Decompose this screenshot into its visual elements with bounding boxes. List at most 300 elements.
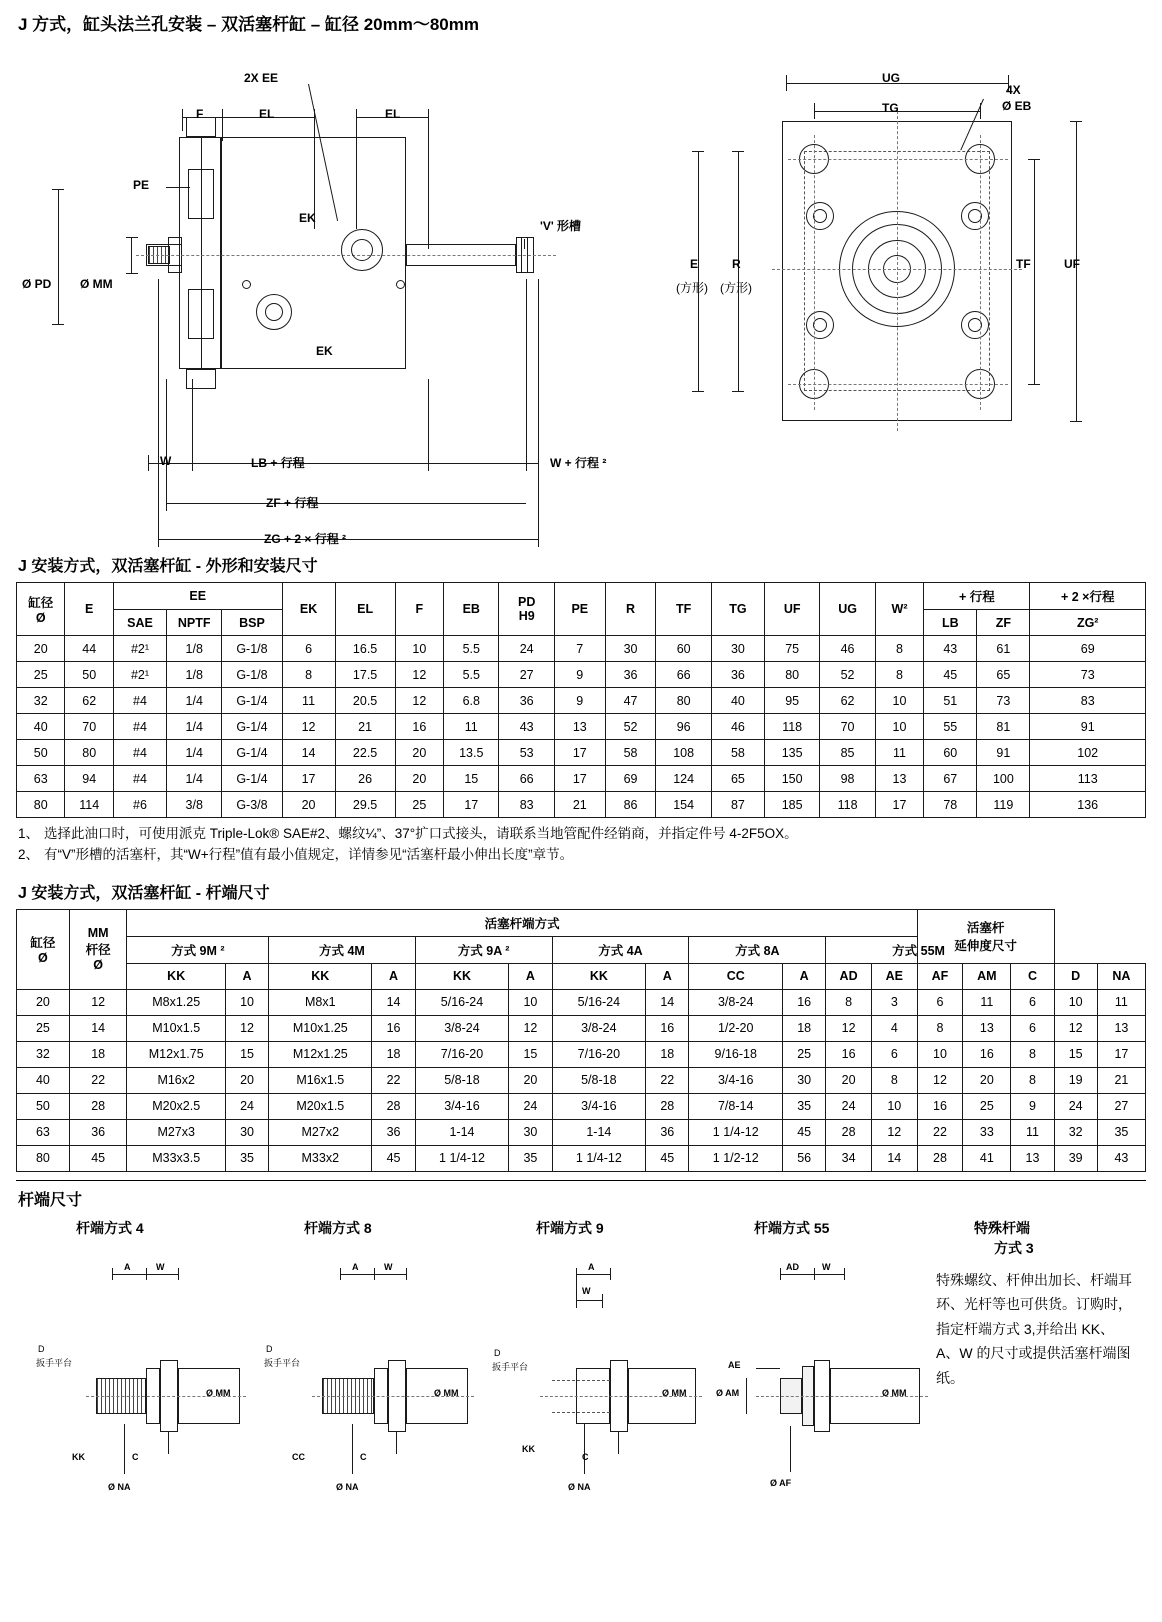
table1-cell-r6-c4: G-3/8 <box>222 792 282 818</box>
table-row <box>17 740 1146 766</box>
table2-body <box>17 989 1146 1171</box>
table1-cell-r5-c9: 66 <box>499 766 554 792</box>
table1-cell-r0-c18: 61 <box>977 636 1030 662</box>
table1-cell-r4-c8: 13.5 <box>444 740 499 766</box>
table1-body <box>17 636 1146 818</box>
th2-kk-2: KK <box>269 963 372 989</box>
fig9-dim-c <box>618 1432 619 1454</box>
table1-cell-r1-c4: G-1/8 <box>222 662 282 688</box>
table1-cell-r3-c16: 10 <box>875 714 923 740</box>
table2-cell-r3-c13: 8 <box>871 1067 917 1093</box>
port-ek-upper-inner <box>351 239 373 261</box>
table1-cell-r1-c8: 5.5 <box>444 662 499 688</box>
table2-cell-r0-c15: 11 <box>963 989 1011 1015</box>
table1-cell-r2-c8: 6.8 <box>444 688 499 714</box>
table1-cell-r4-c0: 50 <box>17 740 65 766</box>
table2-cell-r1-c2: M10x1.5 <box>127 1015 225 1041</box>
th-el: EL <box>335 583 395 636</box>
th2-kk-3: KK <box>415 963 509 989</box>
th-bore-l1: 缸径 <box>28 596 54 610</box>
table1-cell-r0-c12: 60 <box>656 636 711 662</box>
table1-cell-r0-c15: 46 <box>820 636 875 662</box>
table2-cell-r0-c12: 8 <box>826 989 872 1015</box>
table1-cell-r4-c13: 58 <box>711 740 764 766</box>
dim-pe <box>166 187 190 188</box>
label-v-groove: 'V' 形槽 <box>540 219 582 233</box>
th-ek: EK <box>282 583 335 636</box>
table2-cell-r1-c17: 12 <box>1054 1015 1097 1041</box>
table2-cell-r5-c15: 33 <box>963 1119 1011 1145</box>
table2-cell-r5-c13: 12 <box>871 1119 917 1145</box>
table1-cell-r6-c8: 17 <box>444 792 499 818</box>
rodend-title: 杆端尺寸 <box>18 1191 83 1209</box>
table2-cell-r0-c16: 6 <box>1011 989 1054 1015</box>
table2-cell-r1-c7: 12 <box>509 1015 552 1041</box>
label-el-2: EL <box>385 107 401 121</box>
table2-cell-r2-c15: 16 <box>963 1041 1011 1067</box>
table2-cell-r3-c3: 20 <box>225 1067 268 1093</box>
fig55-label-am: Ø AM <box>716 1387 740 1398</box>
fig4-label-na: Ø NA <box>108 1481 131 1492</box>
table2-cell-r1-c11: 18 <box>783 1015 826 1041</box>
dim-tf <box>1034 159 1035 384</box>
table2-cell-r2-c17: 15 <box>1054 1041 1097 1067</box>
table2-cell-r1-c15: 13 <box>963 1015 1011 1041</box>
fig8-label-c: C <box>360 1451 367 1462</box>
table2-cell-r5-c12: 28 <box>826 1119 872 1145</box>
label-uf: UF <box>1064 257 1080 271</box>
table2-cell-r2-c18: 17 <box>1097 1041 1145 1067</box>
footnote-1 <box>18 824 1146 845</box>
table2-cell-r5-c18: 35 <box>1097 1119 1145 1145</box>
table2-cell-r1-c0: 25 <box>17 1015 70 1041</box>
table1-cell-r1-c10: 9 <box>554 662 605 688</box>
table2-cell-r6-c8: 1 1/4-12 <box>552 1145 646 1171</box>
fig55-label-w: W <box>822 1261 831 1272</box>
fig-rod-end-4 <box>36 1256 246 1506</box>
th2-mm-l3: Ø <box>93 958 104 973</box>
table1-cell-r0-c0: 20 <box>17 636 65 662</box>
table2-cell-r3-c14: 12 <box>917 1067 963 1093</box>
table1-title: J 安装方式，双活塞杆缸 - 外形和安装尺寸 <box>18 558 318 575</box>
table2-cell-r5-c3: 30 <box>225 1119 268 1145</box>
table-row <box>17 636 1146 662</box>
th2-bore <box>17 909 70 989</box>
table2-cell-r4-c9: 28 <box>646 1093 689 1119</box>
table1-cell-r3-c8: 11 <box>444 714 499 740</box>
table1-cell-r6-c14: 185 <box>764 792 819 818</box>
table1-cell-r4-c9: 53 <box>499 740 554 766</box>
fig4-label-c: C <box>132 1451 139 1462</box>
table1-cell-r6-c6: 29.5 <box>335 792 395 818</box>
label-el-1: EL <box>259 107 275 121</box>
table2-cell-r3-c9: 22 <box>646 1067 689 1093</box>
table1-cell-r4-c5: 14 <box>282 740 335 766</box>
table1-header-row-1 <box>17 583 1146 610</box>
th-stroke: + 行程 <box>924 583 1030 610</box>
table1-cell-r5-c8: 15 <box>444 766 499 792</box>
table1-cell-r4-c4: G-1/4 <box>222 740 282 766</box>
table1-cell-r2-c12: 80 <box>656 688 711 714</box>
th-r: R <box>605 583 656 636</box>
fig4-label-mm: Ø MM <box>206 1387 231 1398</box>
table1-cell-r3-c12: 96 <box>656 714 711 740</box>
th2-m9m: 方式 9M ² <box>127 936 269 963</box>
table1-cell-r6-c16: 17 <box>875 792 923 818</box>
footnote-2-text: 有“V”形槽的活塞杆，其“W+行程”值有最小值规定，详情参见“活塞杆最小伸出长度”章节。 <box>44 846 574 862</box>
label-mm: Ø MM <box>80 277 113 291</box>
th2-rodend: 活塞杆端方式 <box>127 909 917 936</box>
leader-vgroove <box>524 239 525 249</box>
table1-cell-r6-c17: 78 <box>924 792 977 818</box>
th-pd-l1: PD <box>518 595 536 609</box>
table1-cell-r4-c7: 20 <box>395 740 443 766</box>
table2-cell-r2-c6: 7/16-20 <box>415 1041 509 1067</box>
table1-cell-r5-c3: 1/4 <box>167 766 222 792</box>
fig55-dim-am <box>746 1378 747 1414</box>
table2-cell-r2-c2: M12x1.75 <box>127 1041 225 1067</box>
fig8-label-wrench: 扳手平台 <box>264 1357 301 1368</box>
table1-cell-r1-c17: 45 <box>924 662 977 688</box>
table2-cell-r1-c10: 1/2-20 <box>689 1015 783 1041</box>
fig9-label-w: W <box>582 1285 591 1296</box>
table1-cell-r0-c11: 30 <box>605 636 656 662</box>
table2-cell-r4-c14: 16 <box>917 1093 963 1119</box>
table1-cell-r1-c19: 73 <box>1030 662 1146 688</box>
fig8-dim-a <box>340 1274 374 1275</box>
table2-cell-r1-c9: 16 <box>646 1015 689 1041</box>
rod-end-figures <box>16 1216 1146 1516</box>
table2-cell-r2-c0: 32 <box>17 1041 70 1067</box>
th-bore <box>17 583 65 636</box>
fig55-label-ad: AD <box>786 1261 799 1272</box>
table1-cell-r1-c7: 12 <box>395 662 443 688</box>
table1-cell-r3-c11: 52 <box>605 714 656 740</box>
th2-c: C <box>1011 963 1054 989</box>
th2-ae: AE <box>871 963 917 989</box>
table1-cell-r0-c17: 43 <box>924 636 977 662</box>
label-lb-stroke: LB + 行程 <box>251 456 305 470</box>
table1-cell-r0-c3: 1/8 <box>167 636 222 662</box>
table2-cell-r5-c5: 36 <box>372 1119 415 1145</box>
table1-cell-r6-c13: 87 <box>711 792 764 818</box>
table2-cell-r0-c1: 12 <box>69 989 127 1015</box>
table1-cell-r4-c3: 1/4 <box>167 740 222 766</box>
th-stroke2: + 2 ×行程 <box>1030 583 1146 610</box>
table2-cell-r2-c5: 18 <box>372 1041 415 1067</box>
table2-cell-r3-c12: 20 <box>826 1067 872 1093</box>
footnote-1-text: 选择此油口时，可使用派克 Triple-Lok® SAE#2、螺纹¼”、37°扩口式接头，请联系当地管配件经销商，并指定件号 4-2F5OX。 <box>44 826 798 841</box>
table-row <box>17 1067 1146 1093</box>
fig9-dim-a <box>576 1274 610 1275</box>
table2-cell-r1-c8: 3/8-24 <box>552 1015 646 1041</box>
fig-title-55: 杆端方式 55 <box>754 1219 830 1236</box>
label-zg-stroke: ZG + 2 × 行程 ² <box>264 532 347 546</box>
special-rod-end-text: 特殊螺纹、杆伸出加长、杆端耳环、光杆等也可供货。订购时，指定杆端方式 3,并给出 KK、A、W 的尺寸或提供活塞杆端图纸。 <box>936 1271 1132 1386</box>
fig9-thread-dash-1 <box>552 1380 610 1381</box>
th2-mm <box>69 909 127 989</box>
footnote-2 <box>18 845 1146 866</box>
fig-title-8: 杆端方式 8 <box>304 1219 372 1236</box>
table2-cell-r6-c16: 13 <box>1011 1145 1054 1171</box>
page-root <box>0 10 1162 1622</box>
table2-cell-r0-c0: 20 <box>17 989 70 1015</box>
th-pd <box>499 583 554 636</box>
label-4x: 4X <box>1006 83 1021 97</box>
table2-cell-r6-c14: 28 <box>917 1145 963 1171</box>
table2-cell-r5-c6: 1-14 <box>415 1119 509 1145</box>
table2-cell-r4-c13: 10 <box>871 1093 917 1119</box>
table1-cell-r0-c1: 44 <box>65 636 113 662</box>
th-bore-l2: Ø <box>35 611 46 625</box>
th-sae: SAE <box>113 610 166 636</box>
fig9-label-mm: Ø MM <box>662 1387 687 1398</box>
table1-cell-r0-c10: 7 <box>554 636 605 662</box>
table2-cell-r3-c2: M16x2 <box>127 1067 225 1093</box>
table1-cell-r6-c9: 83 <box>499 792 554 818</box>
table-row <box>17 662 1146 688</box>
fig4-dim-a <box>112 1274 146 1275</box>
table2-cell-r6-c1: 45 <box>69 1145 127 1171</box>
table2-cell-r1-c18: 13 <box>1097 1015 1145 1041</box>
footnote-2-num: 2、 <box>18 846 40 862</box>
table2-cell-r0-c4: M8x1 <box>269 989 372 1015</box>
table-row <box>17 688 1146 714</box>
table2-cell-r3-c11: 30 <box>783 1067 826 1093</box>
table2-cell-r4-c3: 24 <box>225 1093 268 1119</box>
table1-cell-r6-c18: 119 <box>977 792 1030 818</box>
table1-cell-r1-c11: 36 <box>605 662 656 688</box>
table1-cell-r4-c15: 85 <box>820 740 875 766</box>
table1-cell-r0-c9: 24 <box>499 636 554 662</box>
th2-am: AM <box>963 963 1011 989</box>
fig55-dim-af <box>790 1426 791 1472</box>
th2-m4m: 方式 4M <box>269 936 415 963</box>
th2-m55m: 方式 55M <box>826 936 1011 963</box>
table1-cell-r0-c4: G-1/8 <box>222 636 282 662</box>
table-row <box>17 714 1146 740</box>
table1-cell-r1-c0: 25 <box>17 662 65 688</box>
table1-cell-r2-c7: 12 <box>395 688 443 714</box>
table1-cell-r3-c4: G-1/4 <box>222 714 282 740</box>
table1-cell-r4-c18: 91 <box>977 740 1030 766</box>
table1-cell-r0-c8: 5.5 <box>444 636 499 662</box>
table2-cell-r2-c11: 25 <box>783 1041 826 1067</box>
th2-mm-l1: MM <box>87 926 109 941</box>
label-pe: PE <box>133 178 150 192</box>
table1-cell-r3-c2: #4 <box>113 714 166 740</box>
table1-cell-r6-c3: 3/8 <box>167 792 222 818</box>
table1-cell-r0-c19: 69 <box>1030 636 1146 662</box>
table2-cell-r5-c4: M27x2 <box>269 1119 372 1145</box>
th2-a-5: A <box>783 963 826 989</box>
table1-cell-r1-c14: 80 <box>764 662 819 688</box>
table1-cell-r5-c15: 98 <box>820 766 875 792</box>
table2-cell-r5-c0: 63 <box>17 1119 70 1145</box>
table1-cell-r6-c2: #6 <box>113 792 166 818</box>
label-pd: Ø PD <box>22 277 52 291</box>
table1-cell-r1-c18: 65 <box>977 662 1030 688</box>
table1-cell-r6-c1: 114 <box>65 792 113 818</box>
table2-cell-r6-c0: 80 <box>17 1145 70 1171</box>
fig4-dim-c <box>168 1432 169 1454</box>
th-ug: UG <box>820 583 875 636</box>
fig-title-4: 杆端方式 4 <box>76 1219 144 1236</box>
table2-cell-r5-c17: 32 <box>1054 1119 1097 1145</box>
fig4-dim-na <box>124 1424 125 1474</box>
flange-upper-ext <box>188 169 214 219</box>
table2-cell-r1-c4: M10x1.25 <box>269 1015 372 1041</box>
dim-pd <box>58 189 59 324</box>
table1-cell-r6-c5: 20 <box>282 792 335 818</box>
table1-cell-r2-c15: 62 <box>820 688 875 714</box>
th2-kk-1: KK <box>127 963 225 989</box>
table2-cell-r6-c9: 45 <box>646 1145 689 1171</box>
page-title: J 方式，缸头法兰孔安装 – 双活塞杆缸 – 缸径 20mm～80mm <box>18 15 479 34</box>
th-tg: TG <box>711 583 764 636</box>
table1-cell-r3-c7: 16 <box>395 714 443 740</box>
fig9-label-a: A <box>588 1261 595 1272</box>
table1-cell-r2-c11: 47 <box>605 688 656 714</box>
table2-cell-r2-c4: M12x1.25 <box>269 1041 372 1067</box>
table2-cell-r4-c16: 9 <box>1011 1093 1054 1119</box>
table2-cell-r6-c7: 35 <box>509 1145 552 1171</box>
table1-cell-r6-c11: 86 <box>605 792 656 818</box>
table2-cell-r4-c12: 24 <box>826 1093 872 1119</box>
table-row <box>17 1015 1146 1041</box>
table1-cell-r1-c16: 8 <box>875 662 923 688</box>
table1-cell-r5-c12: 124 <box>656 766 711 792</box>
flange-pad-bottom <box>186 369 216 389</box>
table-row <box>17 1093 1146 1119</box>
table2-cell-r3-c5: 22 <box>372 1067 415 1093</box>
table2-cell-r2-c13: 6 <box>871 1041 917 1067</box>
table1-cell-r2-c10: 9 <box>554 688 605 714</box>
table1-cell-r2-c9: 36 <box>499 688 554 714</box>
fig4-label-a: A <box>124 1261 131 1272</box>
fig4-label-wrench: 扳手平台 <box>36 1357 73 1368</box>
drawing-end-view <box>676 39 1146 459</box>
table2-cell-r0-c5: 14 <box>372 989 415 1015</box>
technical-drawings <box>16 39 1146 546</box>
table1-cell-r3-c19: 91 <box>1030 714 1146 740</box>
table1-cell-r0-c7: 10 <box>395 636 443 662</box>
fig-rod-end-55 <box>716 1256 936 1506</box>
fig9-thread-dash-2 <box>552 1412 610 1413</box>
table2-cell-r4-c17: 24 <box>1054 1093 1097 1119</box>
dim-zg <box>158 539 538 540</box>
table1-cell-r5-c16: 13 <box>875 766 923 792</box>
th2-d: D <box>1054 963 1097 989</box>
table1-cell-r5-c14: 150 <box>764 766 819 792</box>
dim-wstroke <box>428 463 538 464</box>
table2-cell-r1-c1: 14 <box>69 1015 127 1041</box>
table2-cell-r6-c3: 35 <box>225 1145 268 1171</box>
fig8-dim-na <box>352 1424 353 1474</box>
table2-cell-r0-c13: 3 <box>871 989 917 1015</box>
table2-cell-r0-c18: 11 <box>1097 989 1145 1015</box>
dim-uf <box>1076 121 1077 421</box>
table2-cell-r5-c16: 11 <box>1011 1119 1054 1145</box>
fig8-label-mm: Ø MM <box>434 1387 459 1398</box>
table1-cell-r1-c15: 52 <box>820 662 875 688</box>
fig8-dim-w <box>374 1274 406 1275</box>
tierod-bl-inner <box>813 318 827 332</box>
table2-cell-r4-c5: 28 <box>372 1093 415 1119</box>
th2-ad: AD <box>826 963 872 989</box>
fig8-label-cc: CC <box>292 1451 305 1462</box>
table1-cell-r6-c7: 25 <box>395 792 443 818</box>
label-eb: Ø EB <box>1002 99 1032 113</box>
table-row <box>17 792 1146 818</box>
table1-cell-r6-c15: 118 <box>820 792 875 818</box>
label-tf: TF <box>1016 257 1031 271</box>
fig55-dim-ad <box>780 1274 814 1275</box>
label-ug: UG <box>882 71 900 85</box>
table2-cell-r3-c10: 3/4-16 <box>689 1067 783 1093</box>
table1-cell-r3-c3: 1/4 <box>167 714 222 740</box>
table1-cell-r0-c2: #2¹ <box>113 636 166 662</box>
fig8-dim-c <box>396 1432 397 1454</box>
table2-cell-r0-c9: 14 <box>646 989 689 1015</box>
table1-cell-r1-c6: 17.5 <box>335 662 395 688</box>
table2-cell-r6-c13: 14 <box>871 1145 917 1171</box>
table1-cell-r4-c10: 17 <box>554 740 605 766</box>
th2-m9a: 方式 9A ² <box>415 936 552 963</box>
th-uf: UF <box>764 583 819 636</box>
table2-cell-r3-c0: 40 <box>17 1067 70 1093</box>
table2-cell-r5-c1: 36 <box>69 1119 127 1145</box>
table2-cell-r6-c6: 1 1/4-12 <box>415 1145 509 1171</box>
fig55-label-mm: Ø MM <box>882 1387 907 1398</box>
table1-cell-r2-c4: G-1/4 <box>222 688 282 714</box>
table2-cell-r5-c7: 30 <box>509 1119 552 1145</box>
label-w-stroke: W + 行程 ² <box>550 456 607 470</box>
table2-cell-r2-c1: 18 <box>69 1041 127 1067</box>
drawing-side-view <box>16 39 676 546</box>
port-ek-lower-inner <box>265 303 283 321</box>
table2-cell-r2-c8: 7/16-20 <box>552 1041 646 1067</box>
table1-cell-r1-c5: 8 <box>282 662 335 688</box>
table2-cell-r0-c2: M8x1.25 <box>127 989 225 1015</box>
table-row <box>17 989 1146 1015</box>
flange-lower-ext <box>188 289 214 339</box>
table2-title: J 安装方式，双活塞杆缸 - 杆端尺寸 <box>18 884 270 902</box>
table2-cell-r3-c4: M16x1.5 <box>269 1067 372 1093</box>
table2-cell-r3-c15: 20 <box>963 1067 1011 1093</box>
dim-zf <box>166 503 526 504</box>
table1-cell-r6-c10: 21 <box>554 792 605 818</box>
footnote-1-num: 1、 <box>18 826 40 841</box>
table1-cell-r3-c0: 40 <box>17 714 65 740</box>
label-f: F <box>196 107 204 121</box>
label-r: R <box>732 257 741 271</box>
label-tg: TG <box>882 101 899 115</box>
table1-cell-r4-c2: #4 <box>113 740 166 766</box>
table2-cell-r2-c10: 9/16-18 <box>689 1041 783 1067</box>
table1-cell-r2-c14: 95 <box>764 688 819 714</box>
table2-cell-r3-c8: 5/8-18 <box>552 1067 646 1093</box>
table2-cell-r5-c10: 1 1/4-12 <box>689 1119 783 1145</box>
th2-kk-4: KK <box>552 963 646 989</box>
table1-cell-r4-c11: 58 <box>605 740 656 766</box>
table-row <box>17 1145 1146 1171</box>
table1-cell-r2-c13: 40 <box>711 688 764 714</box>
table-rod-end-dimensions <box>16 909 1146 1172</box>
th-pd-l2: H9 <box>518 609 535 623</box>
table2-cell-r0-c3: 10 <box>225 989 268 1015</box>
dim-e <box>698 151 699 391</box>
